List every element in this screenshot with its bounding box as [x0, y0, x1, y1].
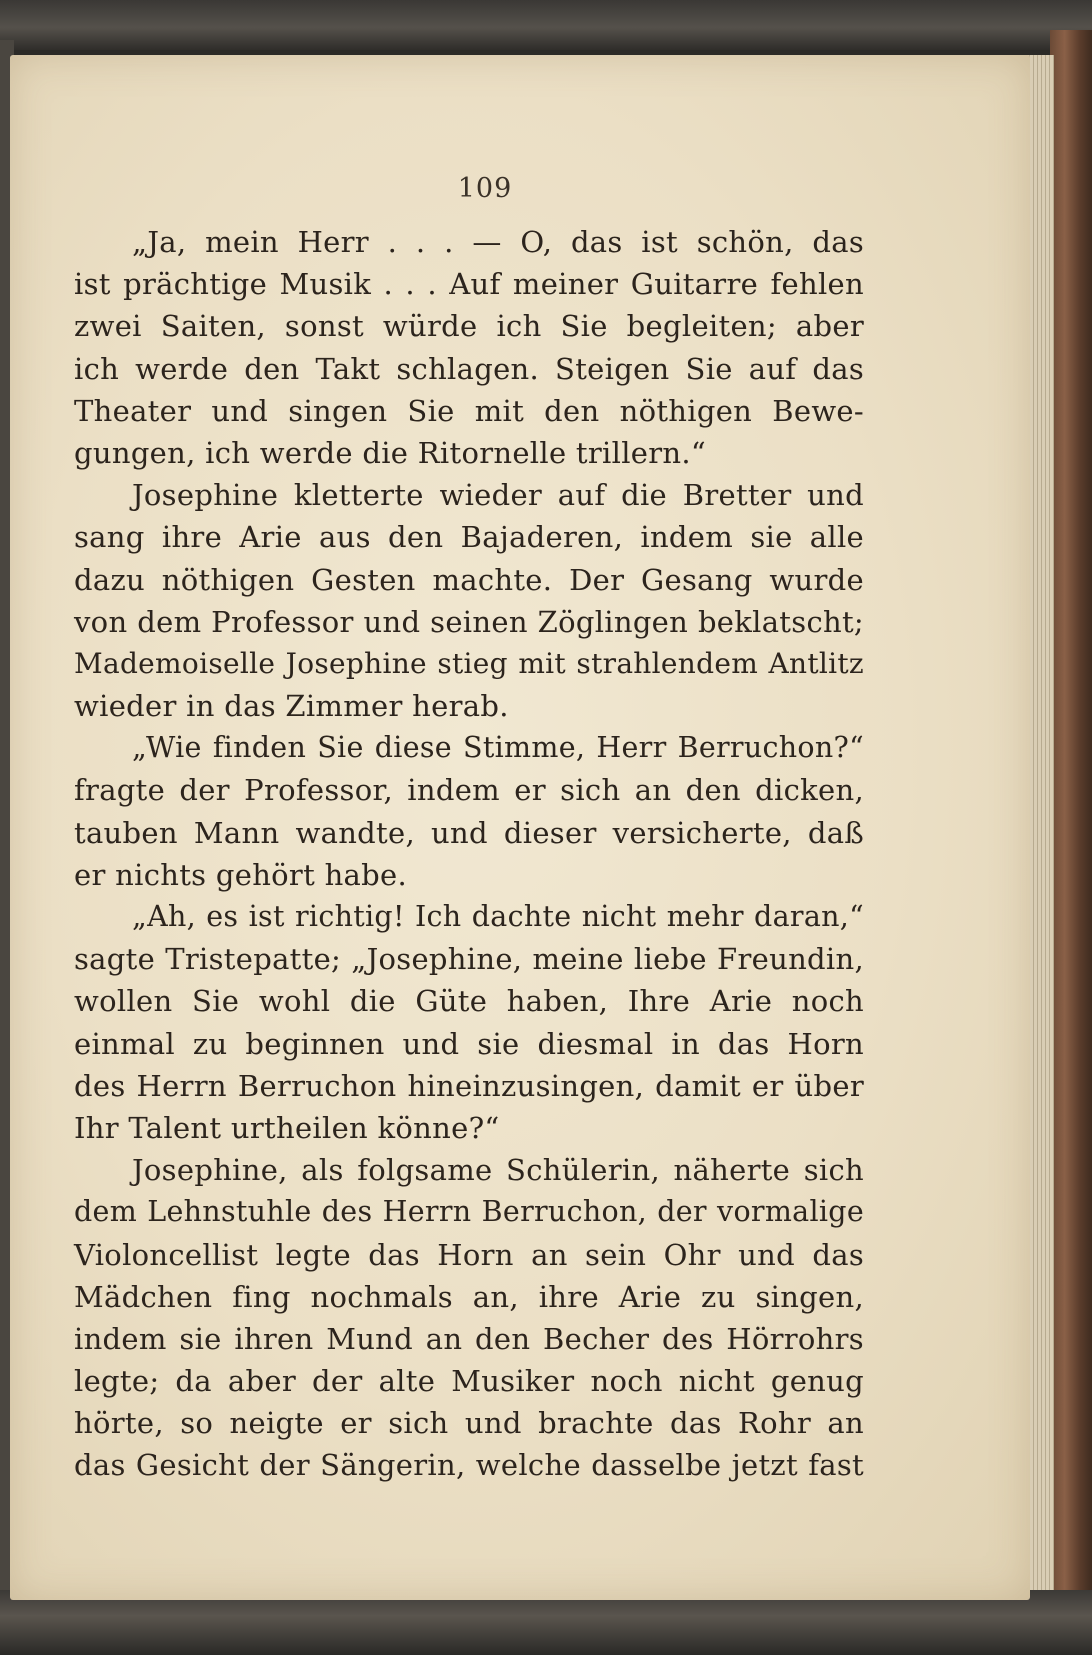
text-line: hörte, so neigte er sich und brachte das Rohr an: [74, 1406, 864, 1441]
text-line: „Ja, mein Herr . . . — O, das ist schön, das: [132, 225, 864, 259]
text-line: Ihr Talent urtheilen könne?“: [74, 1110, 500, 1145]
book-page: [10, 55, 1030, 1600]
text-line: einmal zu beginnen und sie diesmal in das Horn: [74, 1026, 864, 1061]
text-line: er nichts gehört habe.: [74, 857, 407, 892]
text-line: gungen, ich werde die Ritornelle trillern.“: [74, 435, 707, 470]
text-line: ich werde den Takt schlagen. Steigen Sie auf das: [74, 351, 864, 386]
text-line: „Wie finden Sie diese Stimme, Herr Berruchon?“: [132, 731, 864, 765]
text-line: Mademoiselle Josephine stieg mit strahlendem Antlitz: [74, 646, 864, 680]
text-line: des Herrn Berruchon hineinzusingen, damit er über: [74, 1068, 864, 1103]
text-line: wieder in das Zimmer herab.: [74, 689, 509, 724]
text-line: von dem Professor und seinen Zöglingen beklatscht;: [74, 604, 864, 639]
page-text: [74, 221, 864, 1487]
text-line: wollen Sie wohl die Güte haben, Ihre Arie noch: [74, 984, 864, 1019]
text-line: Theater und singen Sie mit den nöthigen Bewe-: [74, 393, 864, 428]
text-line: dazu nöthigen Gesten machte. Der Gesang wurde: [74, 562, 864, 597]
text-line: Mädchen fing nochmals an, ihre Arie zu singen,: [74, 1279, 864, 1314]
text-line: zwei Saiten, sonst würde ich Sie begleiten; aber: [74, 309, 864, 344]
text-line: das Gesicht der Sängerin, welche dasselbe jetzt fast: [74, 1448, 864, 1483]
text-line: Josephine kletterte wieder auf die Bretter und: [132, 478, 864, 513]
text-line: sagte Tristepatte; „Josephine, meine liebe Freundin,: [74, 942, 864, 977]
text-line: „Ah, es ist richtig! Ich dachte nicht mehr daran,“: [132, 900, 864, 933]
page-number: 109: [457, 173, 513, 204]
text-line: Josephine, als folgsame Schülerin, näherte sich: [132, 1153, 864, 1188]
text-line: indem sie ihren Mund an den Becher des Hörrohrs: [74, 1321, 864, 1356]
text-line: sang ihre Arie aus den Bajaderen, indem sie alle: [74, 520, 864, 555]
book-spine: [1050, 30, 1092, 1600]
text-line: dem Lehnstuhle des Herrn Berruchon, der vormalige: [74, 1195, 864, 1229]
book-cover-top: [0, 0, 1092, 50]
text-line: ist prächtige Musik . . . Auf meiner Guitarre fehlen: [74, 267, 864, 302]
text-line: fragte der Professor, indem er sich an den dicken,: [74, 773, 864, 808]
text-line: Violoncellist legte das Horn an sein Ohr und das: [74, 1237, 864, 1272]
text-line: legte; da aber der alte Musiker noch nicht genug: [74, 1364, 864, 1399]
text-line: tauben Mann wandte, und dieser versicherte, daß: [74, 815, 864, 850]
